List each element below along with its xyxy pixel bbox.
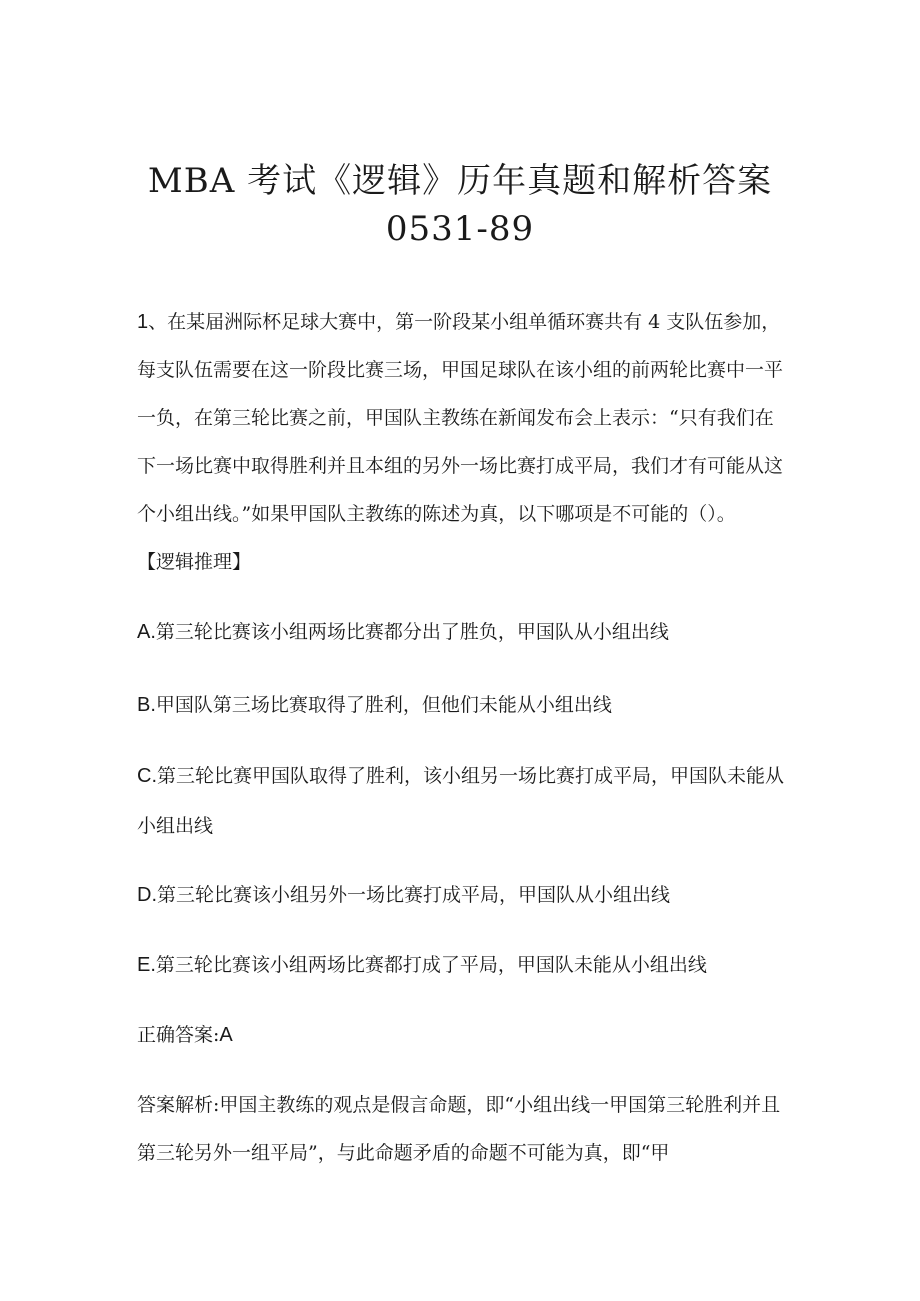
option-c-continued: 小组出线 — [137, 815, 214, 837]
question-category: 【逻辑推理】 — [137, 551, 252, 573]
document-title-line1: MBA 考试《逻辑》历年真题和解析答案 — [147, 161, 773, 201]
option-c — [137, 761, 784, 791]
option-b-text: 甲国队第三场比赛取得了胜利，但他们未能从小组出线 — [155, 694, 612, 716]
analysis-line-1: 答案解析:甲国主教练的观点是假言命题，即“小组出线一甲国第三轮胜利并且 — [137, 1094, 781, 1116]
option-b-letter: B. — [137, 694, 156, 716]
option-a — [137, 617, 669, 647]
option-c-letter: C. — [137, 765, 157, 787]
option-d-text: 第三轮比赛该小组另外一场比赛打成平局，甲国队从小组出线 — [157, 884, 671, 906]
question-line-1 — [137, 307, 780, 337]
option-e-text: 第三轮比赛该小组两场比赛都打成了平局，甲国队未能从小组出线 — [155, 954, 707, 976]
question-number: 1 — [137, 311, 149, 333]
correct-answer-value: A — [219, 1024, 233, 1046]
option-d-letter: D. — [137, 884, 157, 906]
option-e — [137, 950, 707, 980]
question-line-4: 下一场比赛中取得胜利并且本组的另外一场比赛打成平局，我们才有可能从这 — [137, 455, 784, 477]
option-a-letter: A. — [137, 621, 156, 643]
question-text-line: 、在某届洲际杯足球大赛中，第一阶段某小组单循环赛共有 4 支队伍参加， — [148, 311, 781, 333]
document-title-line2: 0531-89 — [385, 209, 535, 249]
correct-answer — [137, 1020, 233, 1050]
question-line-2: 每支队伍需要在这一阶段比赛三场，甲国足球队在该小组的前两轮比赛中一平 — [137, 359, 784, 381]
question-line-3: 一负，在第三轮比赛之前，甲国队主教练在新闻发布会上表示：“只有我们在 — [137, 407, 774, 429]
correct-answer-label: 正确答案: — [137, 1024, 220, 1046]
option-e-letter: E. — [137, 954, 156, 976]
option-c-text: 第三轮比赛甲国队取得了胜利，该小组另一场比赛打成平局，甲国队未能从 — [157, 765, 785, 787]
option-a-text: 第三轮比赛该小组两场比赛都分出了胜负，甲国队从小组出线 — [155, 621, 669, 643]
option-d — [137, 880, 670, 910]
option-b — [137, 690, 612, 720]
question-line-5: 个小组出线。”如果甲国队主教练的陈述为真，以下哪项是不可能的（）。 — [137, 503, 736, 525]
analysis-line-2: 第三轮另外一组平局”，与此命题矛盾的命题不可能为真，即“甲 — [137, 1142, 670, 1164]
